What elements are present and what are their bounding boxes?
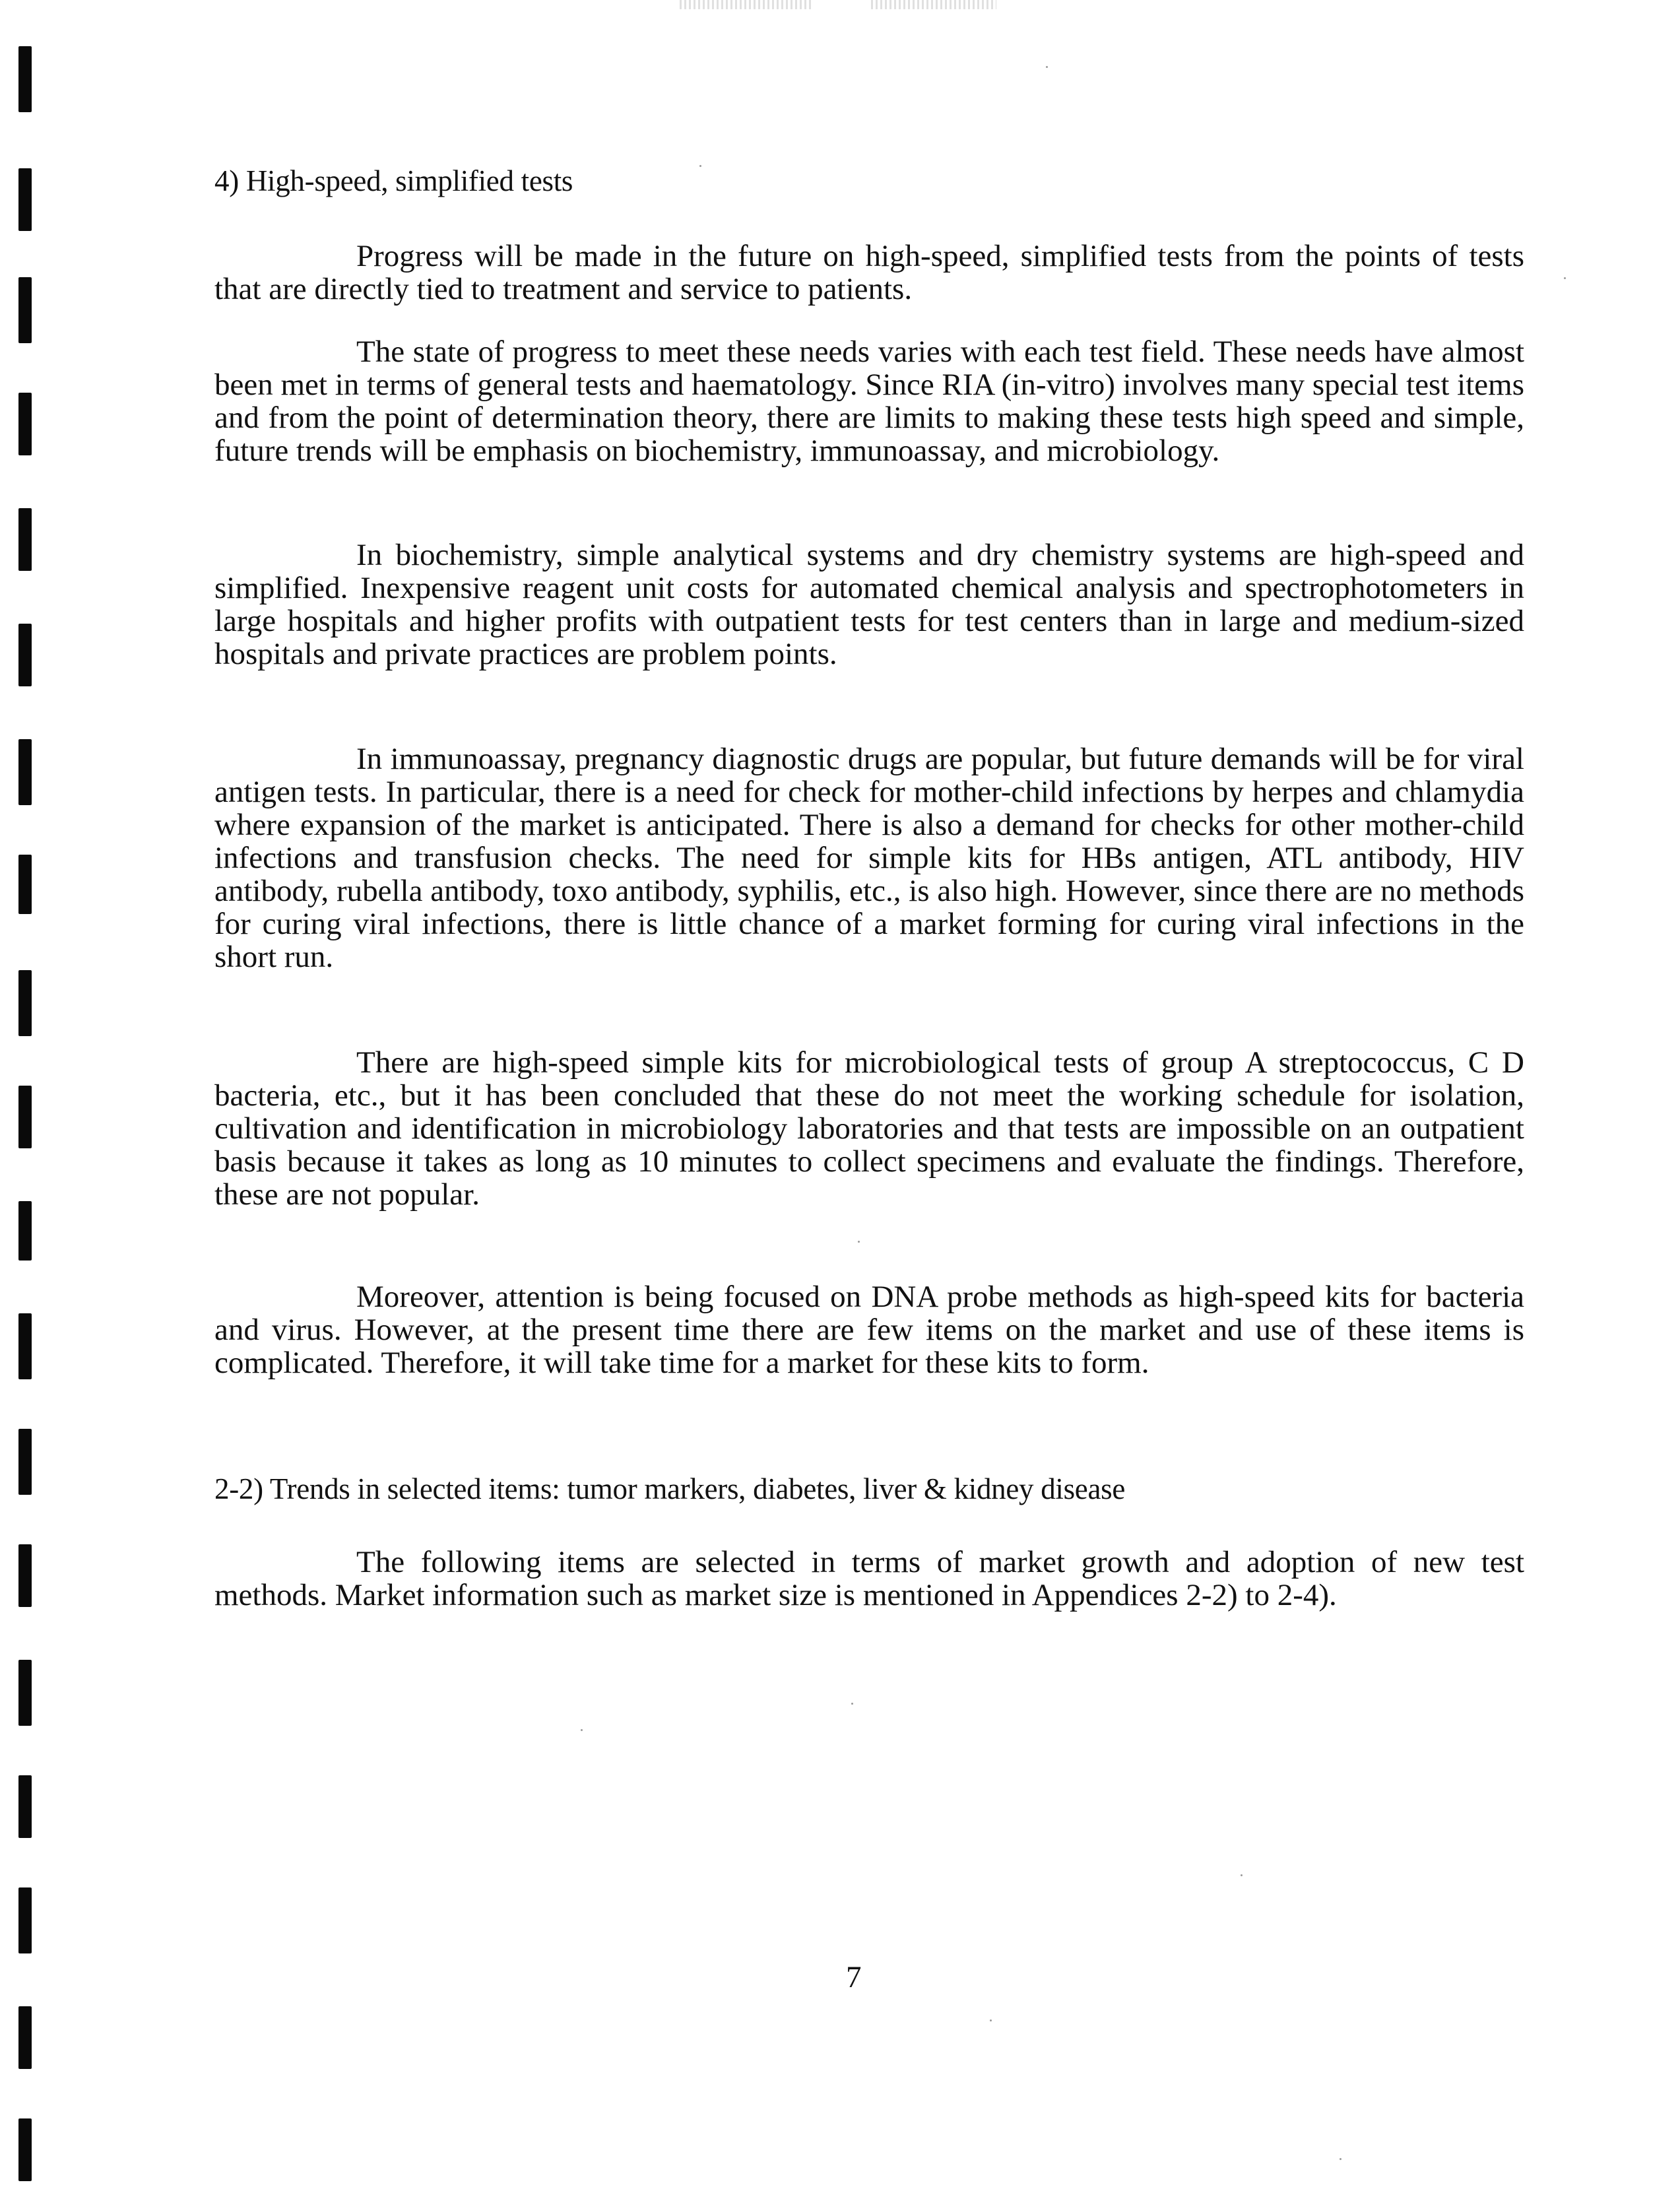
scan-speck [990,2019,992,2021]
scan-speck [1564,277,1566,279]
body-paragraph: The state of progress to meet these needs varies with each test field. These needs have almost been met in terms of general tests and haematology. Since RIA (in-vitro) involves many special test items and from the point of determination theory, there are limits to making these tests high speed and simple, future trends will be emphasis on biochemistry, immunoassay, and microbiology. [214,335,1524,468]
page-number: 7 [846,1960,862,1994]
body-paragraph: Progress will be made in the future on high-speed, simplified tests from the points of tests that are directly tied to treatment and service to patients. [214,239,1524,306]
binding-punch-mark [18,970,32,1036]
binding-punch-mark [18,168,32,231]
body-paragraph: In biochemistry, simple analytical systems and dry chemistry systems are high-speed and simplified. Inexpensive reagent unit costs for automated chemical analysis and spectrophotometers in large hospitals and higher profits with outpatient tests for test centers than in large and medium-sized hospitals and private practices are problem points. [214,538,1524,671]
scan-speck [1340,2158,1341,2160]
binding-punch-mark [18,1429,32,1495]
binding-punch-mark [18,1313,32,1379]
binding-punch-mark [18,393,32,455]
binding-punch-mark [18,1544,32,1607]
binding-punch-mark [18,46,32,112]
section-heading: 2-2) Trends in selected items: tumor markers, diabetes, liver & kidney disease [214,1472,1126,1505]
scan-speck [699,165,701,167]
section-heading: 4) High-speed, simplified tests [214,164,573,197]
binding-punch-mark [18,739,32,805]
scan-speck [851,1703,853,1705]
binding-punch-mark [18,1201,32,1261]
binding-punch-mark [18,1775,32,1838]
scan-artifact [871,0,996,9]
scan-speck [581,1729,583,1731]
binding-punch-mark [18,1086,32,1148]
binding-punch-mark [18,2006,32,2069]
binding-punch-mark [18,2118,32,2181]
binding-punch-mark [18,855,32,914]
body-paragraph: In immunoassay, pregnancy diagnostic drugs are popular, but future demands will be for viral antigen tests. In particular, there is a need for check for mother-child infections by herpes and chlamydia where expansion of the market is anticipated. There is also a demand for checks for other mother-child infections and transfusion checks. The need for simple kits for HBs antigen, ATL antibody, HIV antibody, rubella antibody, toxo antibody, syphilis, etc., is also high. However, since there are no methods for curing viral infections, there is little chance of a market forming for curing viral infections in the short run. [214,742,1524,974]
body-paragraph: There are high-speed simple kits for microbiological tests of group A streptococcus, C D bacteria, etc., but it has been concluded that these do not meet the working schedule for isolation, cultivation and identification in microbiology laboratories and that tests are impossible on an outpatient basis because it takes as long as 10 minutes to collect specimens and evaluate the findings. Therefore, these are not popular. [214,1045,1524,1212]
binding-punch-mark [18,508,32,571]
binding-punch-mark [18,624,32,686]
scan-speck [858,1241,860,1243]
scan-artifact [680,0,812,9]
binding-punch-mark [18,1887,32,1953]
binding-punch-mark [18,1660,32,1726]
binding-punch-mark [18,277,32,343]
scan-speck [1046,66,1048,68]
body-paragraph: Moreover, attention is being focused on DNA probe methods as high-speed kits for bacteria and virus. However, at the present time there are few items on the market and use of these items is complicated. Therefore, it will take time for a market for these kits to form. [214,1280,1524,1380]
scan-speck [1241,1874,1243,1876]
body-paragraph: The following items are selected in terms of market growth and adoption of new test methods. Market information such as market size is mentioned in Appendices 2-2) to 2-4). [214,1545,1524,1612]
